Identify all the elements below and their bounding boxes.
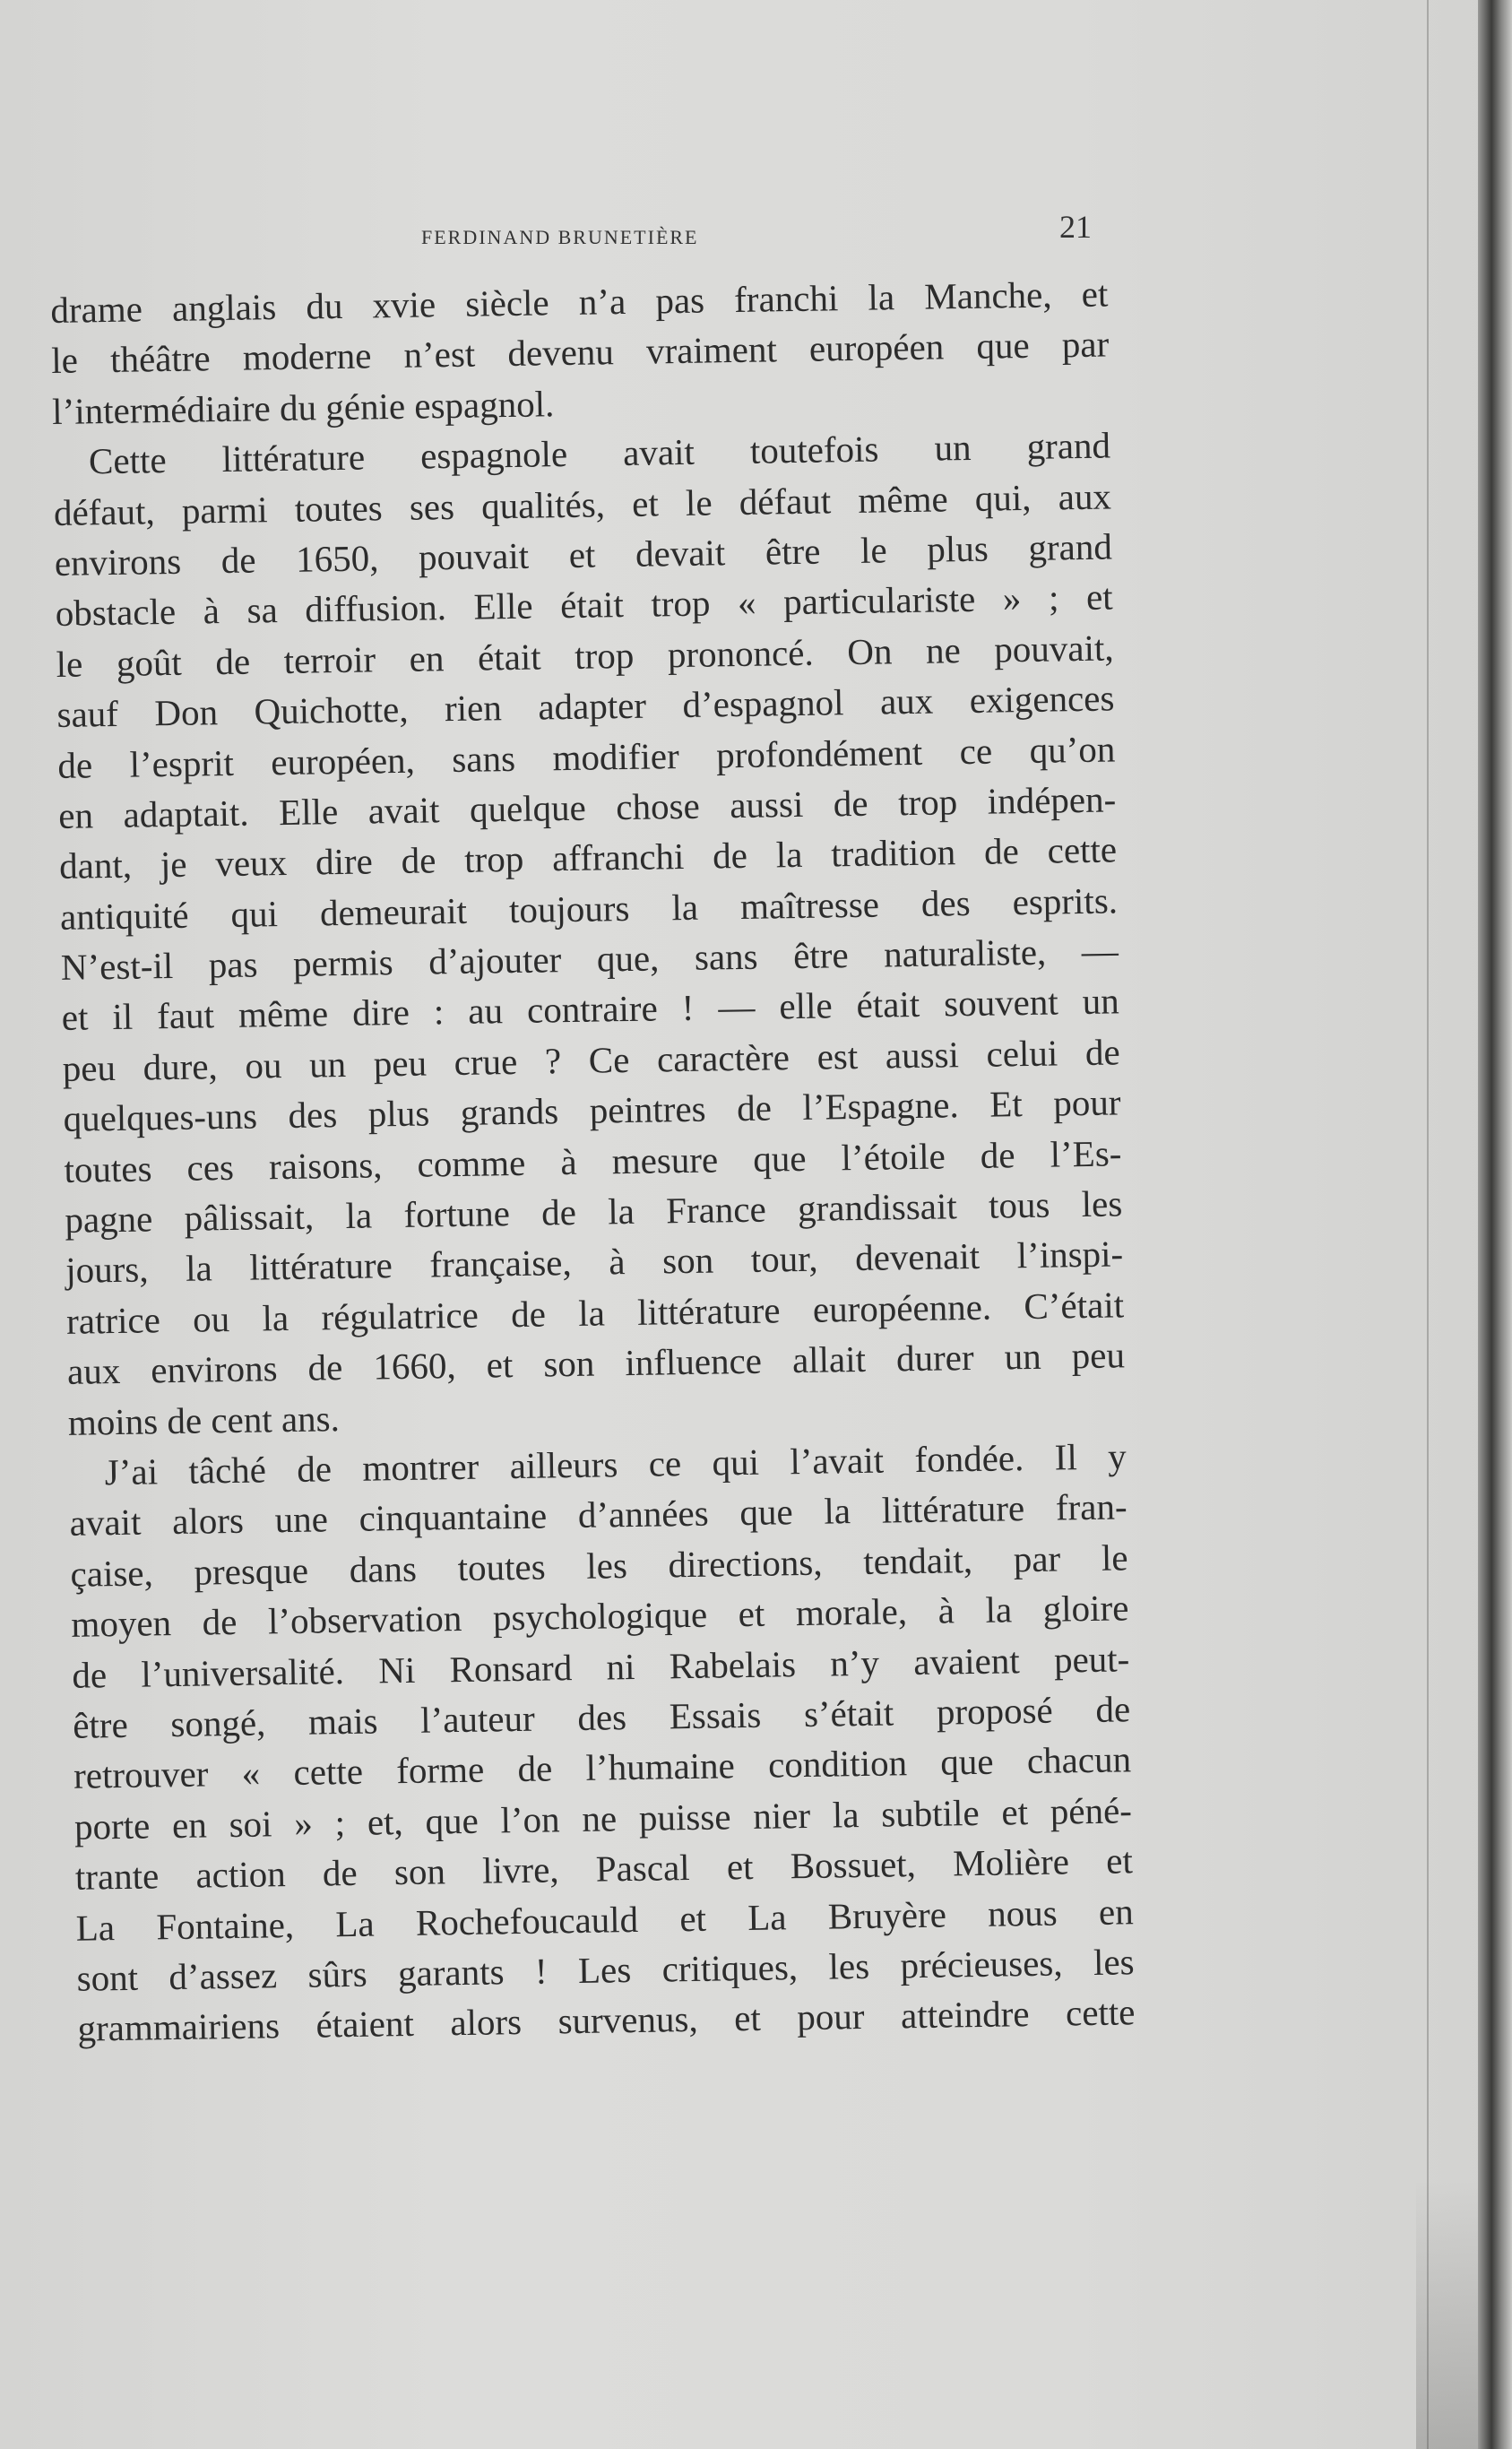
text-line: moyen de l’observation psychologique et morale, à la gloire (71, 1587, 1129, 1645)
page-edge-line (1427, 0, 1429, 2449)
text-line: pagne pâlissait, la fortune de la France grandissait tous les (65, 1182, 1123, 1241)
text-line: de l’universalité. Ni Ronsard ni Rabelais n’y avaient peut- (71, 1637, 1130, 1696)
text-line: de l’esprit européen, sans modifier profondément ce qu’on (57, 727, 1116, 786)
text-line: La Fontaine, La Rochefoucauld et La Bruyère nous en (75, 1890, 1134, 1949)
text-line: çaise, presque dans toutes les directions, tendait, par le (70, 1536, 1128, 1595)
text-line: sont d’assez sûrs garants ! Les critiques, les précieuses, les (76, 1941, 1135, 1999)
book-spine-edge (1478, 0, 1512, 2449)
text-line: retrouver « cette forme de l’humaine condition que chacun (73, 1738, 1132, 1797)
text-line: jours, la littérature française, à son tour, devenait l’inspi- (65, 1233, 1124, 1292)
text-line: drame anglais du xvie siècle n’a pas franchi la Manche, et (50, 273, 1109, 331)
text-line: l’intermédiaire du génie espagnol. (51, 382, 555, 432)
text-line: Cette littérature espagnole avait toutefois un grand (88, 424, 1111, 482)
page-shadow (1416, 2180, 1479, 2449)
text-line: grammairiens étaient alors survenus, et pour atteindre cette (77, 1991, 1136, 2050)
text-line: ratrice ou la régulatrice de la littérature européenne. C’était (65, 1284, 1125, 1342)
running-head: FERDINAND BRUNETIÈRE (421, 226, 699, 248)
text-line: avait alors une cinquantaine d’années que la littérature fran- (69, 1485, 1128, 1545)
text-line: en adaptait. Elle avait quelque chose aussi de trop indépen- (57, 778, 1117, 836)
text-line: le théâtre moderne n’est devenu vraiment européen que par (50, 323, 1110, 382)
page-number: 21 (1059, 209, 1092, 245)
text-line: et il faut même dire : au contraire ! — elle était souvent un (61, 980, 1120, 1039)
text-line: moins de cent ans. (67, 1397, 341, 1443)
text-line: dant, je veux dire de trop affranchi de la tradition de cette (58, 828, 1118, 887)
text-line: obstacle à sa diffusion. Elle était trop « particulariste » ; et (55, 575, 1113, 635)
text-line: N’est-il pas permis d’ajouter que, sans être naturaliste, — (60, 930, 1119, 988)
text-line: défaut, parmi toutes ses qualités, et le défaut même qui, aux (53, 474, 1112, 533)
text-line: J’ai tâché de montrer ailleurs ce qui l’avait fondée. Il y (104, 1435, 1128, 1493)
text-line: peu dure, ou un peu crue ? Ce caractère est aussi celui de (62, 1031, 1120, 1089)
text-line: être songé, mais l’auteur des Essais s’était proposé de (72, 1688, 1131, 1746)
text-line: le goût de terroir en était trop prononcé. On ne pouvait, (56, 627, 1114, 685)
body-text (50, 268, 1136, 2054)
text-line: sauf Don Quichotte, rien adapter d’espagnol aux exigences (56, 677, 1115, 736)
text-line: toutes ces raisons, comme à mesure que l’étoile de l’Es- (64, 1131, 1122, 1190)
text-line: aux environs de 1660, et son influence allait durer un peu (66, 1334, 1126, 1393)
text-line: porte en soi » ; et, que l’on ne puisse nier la subtile et péné- (73, 1788, 1133, 1848)
text-line: trante action de son livre, Pascal et Bossuet, Molière et (74, 1839, 1134, 1898)
text-line: quelques-uns des plus grands peintres de l’Espagne. Et pour (63, 1081, 1121, 1140)
text-line: antiquité qui demeurait toujours la maîtresse des esprits. (59, 879, 1119, 938)
text-line: environs de 1650, pouvait et devait être le plus grand (54, 525, 1113, 584)
